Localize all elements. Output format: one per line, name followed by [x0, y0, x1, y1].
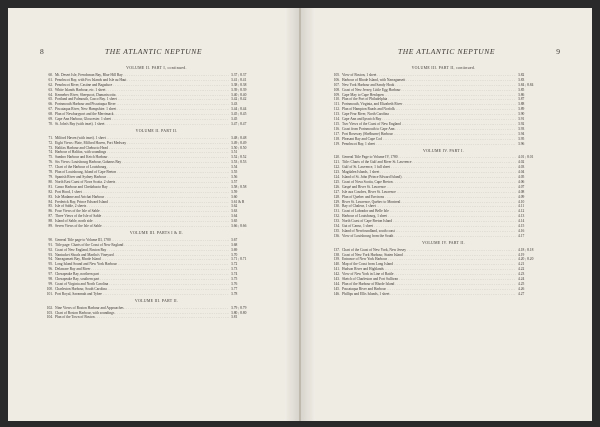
entry-number: 136. — [333, 233, 340, 238]
entry-plate-ref: 3.48 ; 8.48 — [231, 135, 247, 140]
entry-plate-ref: 4.06 — [518, 179, 525, 184]
entry-plate-ref: 4.08 — [518, 189, 525, 194]
entry-number: 109. — [333, 92, 340, 97]
entry-number: 87. — [48, 214, 53, 219]
entry-number: 121. — [333, 160, 340, 165]
entry-plate-ref: 3.44 ; 8.44 — [231, 107, 247, 112]
entry-title: Seven Views of the Isle of Sable . . . — [55, 224, 229, 229]
entry-title: Plan of the Town of Boston . . . — [55, 315, 229, 320]
entry-plate-ref: 3.71 ; 8.71 — [231, 257, 247, 262]
entry-plate-ref: 3.50 ; 8.50 — [231, 145, 247, 150]
entry-plate-ref: 4.07 — [518, 184, 525, 189]
right-running-head: THE ATLANTIC NEPTUNE — [397, 47, 496, 56]
entry-number: 128. — [333, 194, 340, 199]
entry-plate-ref: 3.52 ; 8.52 — [231, 155, 247, 160]
entry-plate-ref: 3.39 ; 8.39 — [231, 87, 247, 92]
right-page-body — [331, 64, 556, 297]
entry-number: 89. — [48, 224, 53, 229]
entry-title: Cape Ann Harbour, Gloucester. 1 sheet . . . — [55, 117, 229, 122]
entry-number: 99. — [48, 282, 53, 287]
entry-title: Chart of Boston Harbour, with soundings . . . — [55, 311, 229, 316]
entry-plate-ref: 3.40 ; 8.40 — [231, 92, 247, 97]
entry-number: 65. — [48, 97, 53, 102]
entry-title: Mt. Desert Isle, Frenchman Bay, Blue Hill Bay . . . — [55, 73, 229, 78]
left-page-header — [8, 47, 299, 59]
entry-number: 78. — [48, 170, 53, 175]
entry-number: 97. — [48, 272, 53, 277]
entry-number: 103. — [46, 310, 53, 315]
catalogue-entry — [331, 142, 556, 147]
entry-title: Pascataqua River and Harbour . . . — [342, 287, 516, 292]
entry-number: 96. — [48, 267, 53, 272]
entry-title: Harbour of Rhode Island, with Narragansett . . . — [342, 78, 516, 83]
entry-number: 102. — [46, 305, 53, 310]
entry-number: 74. — [48, 150, 53, 155]
entry-plate-ref: 3.69 — [231, 247, 238, 252]
entry-number: 130. — [333, 204, 340, 209]
entry-number: 142. — [333, 272, 340, 277]
entry-title: Four Views of the Isle of Sable . . . — [55, 209, 229, 214]
entry-plate-ref: 3.84 ; 8.84 — [518, 82, 534, 87]
entry-plate-ref: 4.12 — [518, 209, 525, 214]
entry-number: 94. — [48, 257, 53, 262]
section-heading: VOLUME II. PART II. — [135, 129, 178, 134]
entry-number: 122. — [333, 165, 340, 170]
entry-number: 141. — [333, 267, 340, 272]
entry-title: Cape Fear River, North Carolina . . . — [342, 112, 516, 117]
entry-title: Chart of the Coast of New York, New Jersey . . . — [342, 248, 516, 253]
entry-title: Bay of Chaleur, 1 sheet . . . — [342, 204, 516, 209]
entry-number: 72. — [48, 140, 53, 145]
entry-number: 144. — [333, 282, 340, 287]
entry-title: Title: Charts of the Gulf and River St. Lawrence . . . — [342, 160, 516, 165]
entry-plate-ref: 3.89 — [518, 107, 525, 112]
entry-title: Island of Sable, north side . . . — [55, 219, 229, 224]
entry-plate-ref: 3.47 ; 8.47 — [231, 121, 247, 126]
entry-number: 125. — [333, 179, 340, 184]
entry-number: 101. — [46, 291, 53, 296]
entry-plate-ref: 4.03 — [518, 165, 525, 170]
entry-number: 129. — [333, 199, 340, 204]
entry-number: 114. — [333, 117, 340, 122]
entry-plate-ref: 4.11 — [518, 204, 525, 209]
entry-number: 119. — [333, 141, 340, 146]
entry-title: Map of the Coast from Long Island . . . — [342, 262, 516, 267]
entry-plate-ref: 3.81 — [231, 315, 238, 320]
entry-number: 76. — [48, 160, 53, 165]
catalogue-entry — [44, 292, 269, 297]
entry-title: Portland and Falmouth, Casco Bay. 1 sheet . . . — [55, 97, 229, 102]
entry-plate-ref: 3.62 — [231, 204, 238, 209]
entry-number: 133. — [333, 219, 340, 224]
section-heading: VOLUME III. PARTS I & II. — [129, 231, 184, 236]
entry-title: Gulf of St. Lawrence, 1 full sheet . . . — [342, 165, 516, 170]
entry-number: 73. — [48, 145, 53, 150]
entry-title: Plan of the Harbour of Rhode Island . . . — [342, 282, 516, 287]
entry-plate-ref: 3.92 — [518, 121, 525, 126]
entry-title: Three Views of the Isle of Sable . . . — [55, 214, 229, 219]
entry-plate-ref: 3.93 — [518, 126, 525, 131]
entry-number: 107. — [333, 82, 340, 87]
section-heading: VOLUME III. PART II, continued. — [411, 66, 476, 71]
entry-plate-ref: 3.66 ; 8.66 — [231, 224, 247, 229]
entry-plate-ref: 3.94 — [518, 131, 525, 136]
entry-title: Chesapeake Bay, southern part . . . — [55, 277, 229, 282]
entry-plate-ref: 4.23 — [518, 272, 525, 277]
entry-title: Narragansett Bay, Rhode Island . . . — [55, 257, 229, 262]
entry-title: Kennebec River, Sheepscot, Damariscotta . . . — [55, 93, 229, 98]
catalogue-entry — [44, 224, 269, 229]
entry-number: 66. — [48, 102, 53, 107]
entry-title: Nine Views of Boston Harbour and Approaches . . . — [55, 306, 229, 311]
entry-number: 120. — [333, 155, 340, 160]
entry-number: 98. — [48, 277, 53, 282]
entry-number: 146. — [333, 291, 340, 296]
entry-number: 127. — [333, 189, 340, 194]
catalogue-entry — [331, 234, 556, 239]
entry-number: 100. — [46, 286, 53, 291]
entry-title: Penobscot Bay, with Fox Islands and Isle au Haut . . . — [55, 78, 229, 83]
entry-number: 113. — [333, 112, 340, 117]
entry-plate-ref: 3.77 — [231, 286, 238, 291]
entry-number: 108. — [333, 87, 340, 92]
entry-title: Gut of Canso, 1 sheet . . . — [342, 224, 516, 229]
entry-plate-ref: 4.04 — [518, 170, 525, 175]
right-page-header — [301, 47, 592, 59]
entry-title: Cape May to Cape Henlopen . . . — [342, 93, 516, 98]
entry-title: View of New York in Line of Battle . . . — [342, 272, 516, 277]
entry-plate-ref: 3.87 — [518, 97, 525, 102]
right-folio: 9 — [556, 47, 560, 56]
entry-number: 70. — [48, 121, 53, 126]
entry-number: 138. — [333, 252, 340, 257]
catalogue-entry — [44, 122, 269, 127]
entry-title: Coast of Virginia and North Carolina . . . — [55, 282, 229, 287]
entry-number: 88. — [48, 219, 53, 224]
entry-plate-ref: 3.79 ; 8.79 — [231, 305, 247, 310]
entry-title: Spanish River and Sydney Harbour . . . — [55, 175, 229, 180]
entry-number: 110. — [333, 97, 340, 102]
entry-title: Long Island Sound and New York Harbour . . . — [55, 262, 229, 267]
entry-title: White Islands Harbour, etc. 1 sheet . . . — [55, 88, 229, 93]
entry-plate-ref: 3.65 — [231, 219, 238, 224]
entry-plate-ref: 4.16 — [518, 228, 525, 233]
entry-number: 105. — [333, 72, 340, 77]
entry-title: New York Harbour and Sandy Hook . . . — [342, 83, 516, 88]
entry-title: Portsmouth, Virginia, and Elizabeth River . . . — [342, 102, 516, 107]
entry-plate-ref: 4.22 — [518, 267, 525, 272]
entry-title: Plan of Quebec and Environs . . . — [342, 195, 516, 200]
entry-title: Canso Harbour and Chedabucto Bay . . . — [55, 185, 229, 190]
entry-title: Penobscot Bay, 1 sheet . . . — [342, 142, 516, 147]
entry-title: North East Coast of Nova Scotia. 2 sheets . . . — [55, 180, 229, 185]
entry-number: 134. — [333, 224, 340, 229]
section-heading: VOLUME IV. PART I. — [422, 148, 465, 153]
entry-plate-ref: 3.83 — [518, 77, 525, 82]
entry-plate-ref: 3.57 — [231, 179, 238, 184]
entry-title: Cape Ann and Ipswich Bay . . . — [342, 117, 516, 122]
entry-plate-ref: 4.15 — [518, 224, 525, 229]
entry-title: Sambro Harbour and Ketch Harbour . . . — [55, 155, 229, 160]
entry-plate-ref: 4.27 — [518, 291, 525, 296]
entry-number: 63. — [48, 87, 53, 92]
entry-title: Isle Madame and Arichat Harbour . . . — [55, 195, 229, 200]
entry-plate-ref: 4.17 — [518, 233, 525, 238]
entry-number: 111. — [333, 102, 340, 107]
left-page-body — [44, 64, 269, 320]
entry-title: General Title Page to Volume IV, 1780 . . . — [342, 155, 516, 160]
entry-number: 117. — [333, 131, 340, 136]
entry-plate-ref: 3.58 ; 8.58 — [231, 184, 247, 189]
catalogue-entry — [331, 292, 556, 297]
entry-plate-ref: 3.85 — [518, 87, 525, 92]
entry-title: Coast of Nova Scotia, Cape Breton . . . — [342, 180, 516, 185]
entry-plate-ref: 3.54 — [231, 165, 238, 170]
entry-number: 81. — [48, 184, 53, 189]
entry-plate-ref: 3.51 — [231, 150, 238, 155]
entry-plate-ref: 3.63 — [231, 209, 238, 214]
entry-number: 62. — [48, 82, 53, 87]
entry-title: Island of Newfoundland, south coast . . . — [342, 229, 516, 234]
entry-number: 115. — [333, 121, 340, 126]
left-page — [8, 8, 299, 421]
entry-number: 131. — [333, 209, 340, 214]
entry-plate-ref: 3.90 — [518, 112, 525, 117]
entry-number: 67. — [48, 107, 53, 112]
entry-plate-ref: 3.60 — [231, 194, 238, 199]
entry-plate-ref: 3.96 — [518, 141, 525, 146]
entry-number: 85. — [48, 204, 53, 209]
entry-plate-ref: 3.41 ; 8.41 — [231, 77, 247, 82]
entry-title: Two Views of the Coast of New England . . . — [342, 122, 516, 127]
entry-title: Island of St. John (Prince Edward Island) . . . — [342, 175, 516, 180]
entry-title: Penobscot River, Castine and Bagaduce . . . — [55, 83, 229, 88]
entry-number: 68. — [48, 112, 53, 117]
entry-title: Frederick Bay, Prince Edward Island . . . — [55, 200, 229, 205]
entry-plate-ref: 3.91 — [518, 117, 525, 122]
entry-title: Title page: Charts of the Coast of New England . . . — [55, 243, 229, 248]
entry-number: 86. — [48, 209, 53, 214]
entry-number: 82. — [48, 189, 53, 194]
entry-number: 104. — [46, 315, 53, 320]
entry-title: Harbour of Halifax, with soundings . . . — [55, 150, 229, 155]
entry-plate-ref: 3.80 ; 8.80 — [231, 310, 247, 315]
entry-plate-ref: 3.74 — [231, 272, 238, 277]
entry-plate-ref: 3.73 — [231, 267, 238, 272]
entry-plate-ref: 3.49 ; 8.49 — [231, 140, 247, 145]
entry-number: 132. — [333, 214, 340, 219]
section-heading: VOLUME IV. PART II. — [422, 241, 465, 246]
entry-plate-ref: 4.18 ; 8.18 — [518, 247, 534, 252]
entry-plate-ref: 3.78 — [231, 291, 238, 296]
entry-number: 139. — [333, 257, 340, 262]
entry-title: St. John's Bay (with inset). 1 sheet . . . — [55, 122, 229, 127]
entry-title: Magdalen Islands, 1 sheet . . . — [342, 170, 516, 175]
entry-number: 106. — [333, 77, 340, 82]
entry-title: North Coast of Cape Breton Island . . . — [342, 219, 516, 224]
entry-title: Chesapeake Bay, northern part . . . — [55, 272, 229, 277]
entry-plate-ref: 4.13 — [518, 214, 525, 219]
entry-number: 61. — [48, 77, 53, 82]
entry-plate-ref: 3.61 & B — [231, 199, 245, 204]
entry-number: 92. — [48, 247, 53, 252]
entry-plate-ref: 3.67 — [231, 237, 238, 242]
entry-number: 90. — [48, 237, 53, 242]
entry-plate-ref: 4.19 — [518, 252, 525, 257]
section-heading: VOLUME III. PART II. — [134, 299, 179, 304]
entry-title: Harbour of Louisbourg, 1 sheet . . . — [342, 214, 516, 219]
entry-title: Coast from Portsmouth to Cape Ann . . . — [342, 127, 516, 132]
entry-plate-ref: 3.72 — [231, 262, 238, 267]
entry-number: 79. — [48, 175, 53, 179]
entry-plate-ref: 3.45 ; 8.45 — [231, 112, 247, 117]
entry-title: Gaspé and River St. Lawrence . . . — [342, 185, 516, 190]
section-heading: VOLUME II. PART I, continued. — [126, 66, 187, 71]
entry-plate-ref: 3.42 ; 8.42 — [231, 97, 247, 102]
entry-plate-ref: 3.59 — [231, 189, 238, 194]
entry-plate-ref: 4.09 — [518, 194, 525, 199]
entry-plate-ref: 3.45 — [231, 117, 238, 122]
entry-plate-ref: 4.20 ; 8.20 — [518, 257, 534, 262]
entry-number: 123. — [333, 170, 340, 175]
entry-title: Coast of New Jersey, Little Egg Harbour . . . — [342, 88, 516, 93]
left-folio: 8 — [40, 47, 44, 56]
entry-number: 143. — [333, 277, 340, 282]
entry-number: 140. — [333, 262, 340, 267]
entry-number: 112. — [333, 107, 340, 112]
entry-plate-ref: 3.53 ; 8.53 — [231, 160, 247, 165]
entry-title: Coast of New York Harbour, Staten Island . . . — [342, 253, 516, 258]
entry-number: 124. — [333, 175, 340, 179]
entry-number: 93. — [48, 252, 53, 257]
entry-plate-ref: 3.82 — [518, 72, 525, 77]
entry-title: Coast of New England, Boston Bay . . . — [55, 248, 229, 253]
entry-plate-ref: 3.75 — [231, 277, 238, 282]
entry-title: Phillips and Ellis Islands, 1 sheet . . . — [342, 292, 516, 297]
entry-title: General Title page to Volume III, 1780 . . . — [55, 238, 229, 243]
entry-plate-ref: 4.14 — [518, 219, 525, 224]
entry-plate-ref: 4.05 — [518, 175, 525, 179]
entry-plate-ref: 3.68 — [231, 242, 238, 247]
entry-number: 75. — [48, 155, 53, 160]
entry-number: 83. — [48, 194, 53, 199]
entry-plate-ref: 3.70 — [231, 252, 238, 257]
entry-plate-ref: 4.21 — [518, 262, 525, 267]
catalogue-entry — [44, 315, 269, 320]
entry-title: View of Louisbourg from the South . . . — [342, 234, 516, 239]
entry-plate-ref: 3.56 — [231, 175, 238, 179]
entry-number: 137. — [333, 247, 340, 252]
entry-title: Coast of Labrador and Belle Isle . . . — [342, 209, 516, 214]
entry-number: 95. — [48, 262, 53, 267]
entry-title: Nantucket Shoals and Martha's Vineyard . . . — [55, 253, 229, 258]
entry-title: Sketch of Charleston and Fort Sullivan . . . — [342, 277, 516, 282]
entry-title: Chart of the Harbour of Louisbourg . . . — [55, 165, 229, 170]
entry-number: 145. — [333, 286, 340, 291]
entry-plate-ref: 3.64 — [231, 214, 238, 219]
entry-plate-ref: 4.25 — [518, 282, 525, 287]
entry-title: Plan of Newburyport and the Merrimack . . . — [55, 112, 229, 117]
entry-number: 135. — [333, 228, 340, 233]
entry-title: Plan of the Port of Philadelphia . . . — [342, 97, 516, 102]
entry-title: Plan of Louisbourg, Island of Cape Breton . . . — [55, 170, 229, 175]
entry-plate-ref: 3.37 ; 8.37 — [231, 72, 247, 77]
entry-title: Milford Haven (with inset). 1 sheet . . . — [55, 136, 229, 141]
right-page — [301, 8, 592, 421]
entry-title: Isle aux Coudres, River St. Lawrence . . . — [342, 190, 516, 195]
entry-title: Isle of Sable, 2 sheets . . . — [55, 204, 229, 209]
entry-title: Pleasant Bay and Cape Cod . . . — [342, 137, 516, 142]
entry-title: Port Hood, 1 sheet . . . — [55, 190, 229, 195]
entry-plate-ref: 3.76 — [231, 282, 238, 287]
entry-title: Port Roseway (Shelburne) Harbour . . . — [342, 132, 516, 137]
entry-plate-ref: 3.43 — [231, 102, 238, 107]
entry-title: Hudson River and Highlands . . . — [342, 267, 516, 272]
entry-number: 77. — [48, 165, 53, 170]
entry-plate-ref: 3.95 — [518, 136, 525, 141]
entry-number: 71. — [48, 135, 53, 140]
book-spread — [8, 8, 592, 421]
entry-title: Eight Views: Plate, Milford Haven, Port Medway . . . — [55, 141, 229, 146]
entry-plate-ref: 4.10 — [518, 199, 525, 204]
entry-number: 84. — [48, 199, 53, 204]
entry-number: 64. — [48, 92, 53, 97]
entry-title: Six Views: Louisbourg Harbour, Gabarus Bay . . . — [55, 160, 229, 165]
entry-title: Port Royal, Savannah and Tybee . . . — [55, 292, 229, 297]
entry-number: 118. — [333, 136, 340, 141]
entry-plate-ref: 4.02 — [518, 160, 525, 165]
entry-title: River St. Lawrence, Quebec to Montreal . . . — [342, 200, 516, 205]
entry-number: 80. — [48, 179, 53, 184]
entry-plate-ref: 3.38 ; 8.38 — [231, 82, 247, 87]
entry-title: Piscataqua River, New Hampshire. 1 sheet . . . — [55, 107, 229, 112]
entry-number: 126. — [333, 184, 340, 189]
entry-title: Entrance of New York Harbour . . . — [342, 257, 516, 262]
entry-plate-ref: 4.26 — [518, 286, 525, 291]
entry-title: Portsmouth Harbour and Piscataqua River . . . — [55, 102, 229, 107]
entry-title: View of Boston, 1 sheet . . . — [342, 73, 516, 78]
left-running-head: THE ATLANTIC NEPTUNE — [104, 47, 203, 56]
entry-number: 91. — [48, 242, 53, 247]
entry-title: Delaware Bay and River . . . — [55, 267, 229, 272]
entry-plate-ref: 4.01 ; 8.01 — [518, 155, 534, 160]
entry-plate-ref: 3.88 — [518, 102, 525, 107]
entry-title: Halifax Harbour and Chebucto Head . . . — [55, 146, 229, 151]
entry-number: 116. — [333, 126, 340, 131]
entry-plate-ref: 3.86 — [518, 92, 525, 97]
entry-title: Charleston Harbour, South Carolina . . . — [55, 287, 229, 292]
entry-number: 60. — [48, 72, 53, 77]
entry-number: 69. — [48, 117, 53, 122]
entry-plate-ref: 3.55 — [231, 170, 238, 175]
entry-title: Plan of Hampton Roads and Norfolk . . . — [342, 107, 516, 112]
entry-plate-ref: 4.24 — [518, 277, 525, 282]
